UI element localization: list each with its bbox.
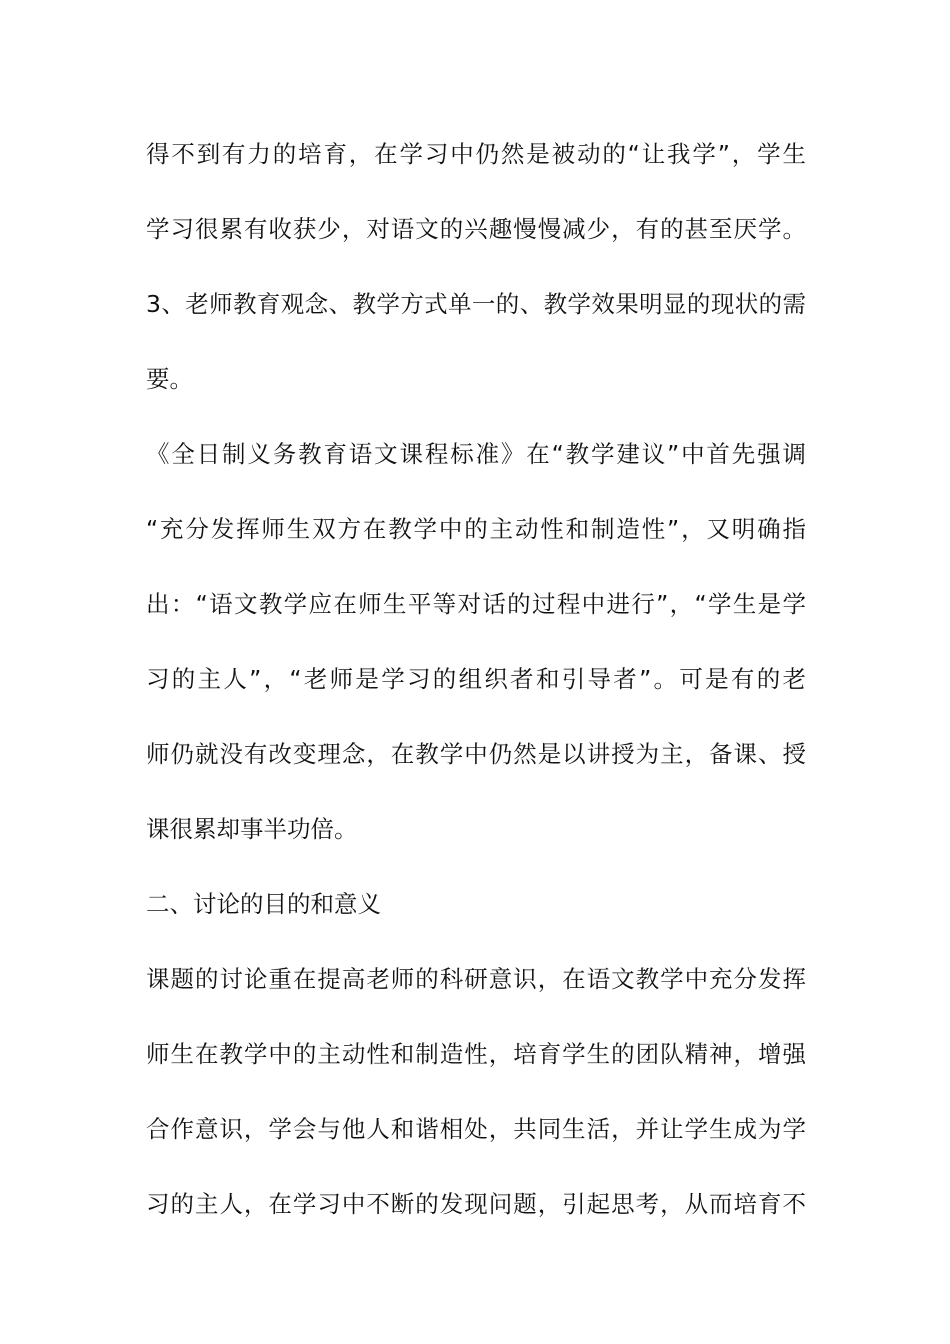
- document-body: [146, 132, 806, 1227]
- text-line-9: 师仍就没有改变理念，在教学中仍然是以讲授为主，备课、授: [146, 740, 806, 768]
- text-line-7: 出：“语文教学应在师生平等对话的过程中进行”，“学生是学: [146, 590, 806, 618]
- text-line-4: 要。: [146, 365, 193, 393]
- text-line-6: “充分发挥师生双方在教学中的主动性和制造性”，又明确指: [146, 515, 806, 543]
- text-line-5: 《全日制义务教育语文课程标准》在“教学建议”中首先强调: [146, 440, 806, 468]
- text-line-8: 习的主人”，“老师是学习的组织者和引导者”。可是有的老: [146, 665, 806, 693]
- text-line-10: 课很累却事半功倍。: [146, 815, 358, 843]
- section-heading: 二、讨论的目的和意义: [146, 890, 381, 918]
- text-line-13: 师生在教学中的主动性和制造性，培育学生的团队精神，增强: [146, 1040, 806, 1068]
- text-line-12: 课题的讨论重在提高老师的科研意识，在语文教学中充分发挥: [146, 965, 806, 993]
- text-line-1: 得不到有力的培育，在学习中仍然是被动的“让我学”，学生: [146, 140, 806, 168]
- text-line-14: 合作意识，学会与他人和谐相处，共同生活，并让学生成为学: [146, 1115, 806, 1143]
- text-line-3: 3、老师教育观念、教学方式单一的、教学效果明显的现状的需: [146, 290, 806, 318]
- text-line-15: 习的主人，在学习中不断的发现问题，引起思考，从而培育不: [146, 1190, 806, 1218]
- text-line-2: 学习很累有收获少，对语文的兴趣慢慢减少，有的甚至厌学。: [146, 215, 806, 243]
